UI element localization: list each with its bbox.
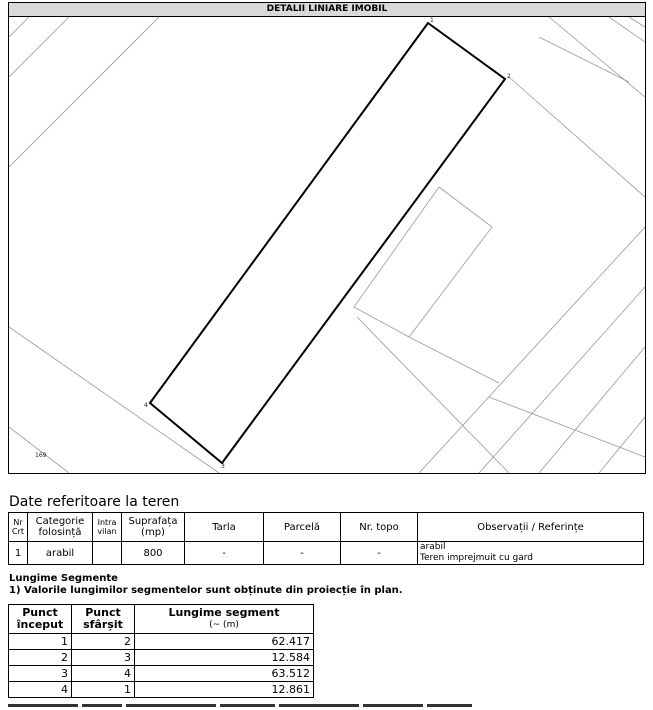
- neighbour-boundary: [9, 17, 159, 167]
- neighbour-boundary: [599, 417, 645, 473]
- col-categorie: Categorie folosință: [28, 513, 93, 542]
- neighbour-boundary: [509, 77, 645, 197]
- cell-tarla: -: [185, 542, 264, 565]
- neighbour-boundary: [609, 17, 645, 42]
- neighbour-boundary: [629, 17, 645, 27]
- neighbour-boundary: [539, 37, 629, 82]
- cell-end: 1: [72, 682, 135, 698]
- cell-end: 3: [72, 650, 135, 666]
- col-punct-inceput: Punct început: [9, 605, 72, 634]
- neighbour-boundary: [357, 317, 509, 473]
- neighbour-boundary: [549, 17, 645, 97]
- neighbour-boundary: [489, 397, 645, 457]
- table-header-row: [9, 513, 644, 542]
- cell-observatii: [418, 542, 644, 565]
- col-tarla: Tarla: [185, 513, 264, 542]
- cell-intravilan: [93, 542, 122, 565]
- segmente-table: [8, 604, 314, 698]
- neighbour-boundary: [439, 187, 492, 227]
- lungime-label: Lungime segment: [168, 606, 280, 619]
- cell-end: 4: [72, 666, 135, 682]
- neighbour-boundary: [9, 17, 29, 37]
- cell-suprafata: 800: [122, 542, 185, 565]
- table-row: [9, 634, 314, 650]
- cell-start: 4: [9, 682, 72, 698]
- table-row: [9, 666, 314, 682]
- cell-start: 3: [9, 666, 72, 682]
- cell-length: 62.417: [135, 634, 314, 650]
- point-label: 3: [221, 463, 225, 470]
- col-punct-sfarsit: Punct sfârșit: [72, 605, 135, 634]
- col-lungime: [135, 605, 314, 634]
- col-intravilan: Intra vilan: [93, 513, 122, 542]
- segmente-heading: [9, 573, 403, 597]
- cropped-footnote: [8, 704, 568, 710]
- obs-line: arabil: [420, 542, 446, 552]
- segmente-note: 1) Valorile lungimilor segmentelor sunt obținute din proiecție în plan.: [9, 585, 403, 596]
- table-row: [9, 682, 314, 698]
- teren-table: [8, 512, 644, 565]
- point-label: 4: [144, 402, 148, 409]
- col-nr: Nr Crt: [9, 513, 28, 542]
- neighbour-boundary: [9, 17, 69, 77]
- cell-nr: 1: [9, 542, 28, 565]
- obs-line: Teren imprejmuit cu gard: [420, 553, 533, 563]
- neighbour-boundary: [419, 227, 645, 473]
- neighbour-boundary: [9, 427, 69, 473]
- cell-parcela: -: [264, 542, 341, 565]
- table-row: [9, 650, 314, 666]
- table-header-row: [9, 605, 314, 634]
- cell-length: 63.512: [135, 666, 314, 682]
- cell-end: 2: [72, 634, 135, 650]
- neighbour-boundary: [409, 227, 492, 337]
- point-label: 1: [430, 17, 434, 24]
- teren-title: Date referitoare la teren: [9, 494, 180, 510]
- parcel-boundary: [150, 23, 505, 463]
- cell-categorie: arabil: [28, 542, 93, 565]
- segmente-title: Lungime Segmente: [9, 573, 118, 584]
- cell-length: 12.584: [135, 650, 314, 666]
- point-label: 2: [507, 73, 511, 80]
- parcel-number-label: 169: [35, 452, 47, 459]
- col-parcela: Parcelă: [264, 513, 341, 542]
- neighbour-boundary: [539, 347, 645, 473]
- lungime-unit: (~ (m): [209, 620, 239, 630]
- col-suprafata: Suprafața (mp): [122, 513, 185, 542]
- parcel-plan: [8, 16, 646, 474]
- cell-start: 2: [9, 650, 72, 666]
- col-nr-topo: Nr. topo: [341, 513, 418, 542]
- neighbour-boundary: [409, 337, 499, 383]
- cell-nr-topo: -: [341, 542, 418, 565]
- section-header: DETALII LINIARE IMOBIL: [8, 2, 646, 17]
- table-row: [9, 542, 644, 565]
- neighbour-boundary: [354, 187, 439, 307]
- cell-length: 12.861: [135, 682, 314, 698]
- col-observatii: Observații / Referințe: [418, 513, 644, 542]
- cell-start: 1: [9, 634, 72, 650]
